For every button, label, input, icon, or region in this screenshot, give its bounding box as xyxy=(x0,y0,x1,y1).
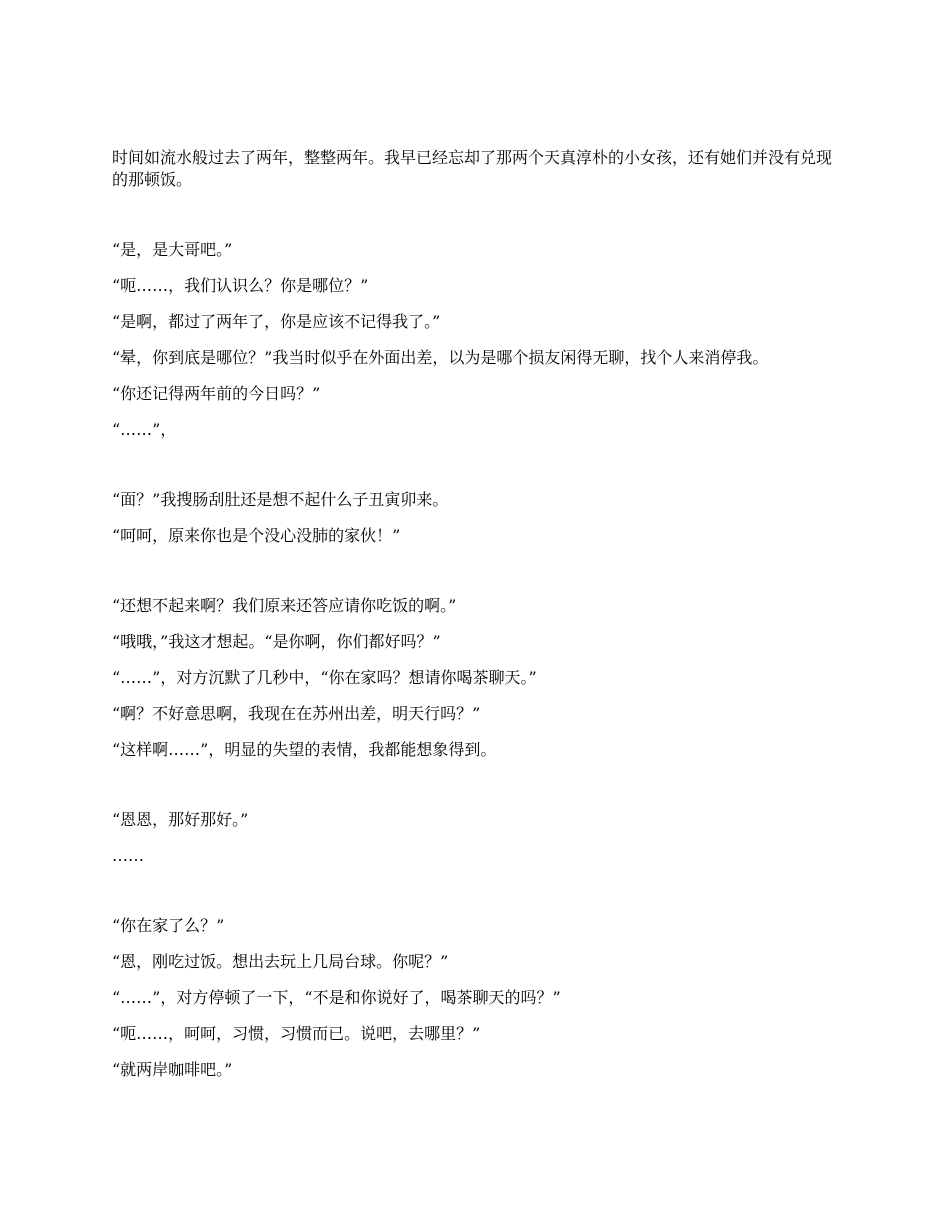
dialogue-line: “恩，刚吃过饭。想出去玩上几局台球。你呢？” xyxy=(112,952,449,971)
dialogue-line: “哦哦，”我这才想起。“是你啊，你们都好吗？” xyxy=(112,632,441,651)
paragraph-intro: 时间如流水般过去了两年，整整两年。我早已经忘却了那两个天真淳朴的小女孩，还有她们并没有兑现的那顿饭。 xyxy=(112,148,833,189)
dialogue-line: “呃……，我们认识么？你是哪位？” xyxy=(112,276,369,295)
ellipsis-line: …… xyxy=(112,846,144,865)
dialogue-line: “晕，你到底是哪位？”我当时似乎在外面出差，以为是哪个损友闲得无聊，找个人来消停我。 xyxy=(112,348,769,367)
dialogue-line: “啊？不好意思啊，我现在在苏州出差，明天行吗？” xyxy=(112,704,481,723)
dialogue-line: “你在家了么？” xyxy=(112,916,225,935)
dialogue-line: “还想不起来啊？我们原来还答应请你吃饭的啊。” xyxy=(112,596,457,615)
dialogue-line: “呃……，呵呵，习惯，习惯而已。说吧，去哪里？” xyxy=(112,1024,481,1043)
document-body xyxy=(112,147,840,1081)
dialogue-line: “这样啊……”，明显的失望的表情，我都能想象得到。 xyxy=(112,740,497,759)
dialogue-line: “……”， xyxy=(112,420,177,439)
dialogue-line: “恩恩，那好那好。” xyxy=(112,810,249,829)
dialogue-line: “面？”我搜肠刮肚还是想不起什么子丑寅卯来。 xyxy=(112,490,449,509)
dialogue-line: “你还记得两年前的今日吗？” xyxy=(112,384,321,403)
dialogue-line: “就两岸咖啡吧。” xyxy=(112,1060,233,1079)
dialogue-line: “是啊，都过了两年了，你是应该不记得我了。” xyxy=(112,312,441,331)
dialogue-line: “……”，对方停顿了一下，“不是和你说好了，喝茶聊天的吗？” xyxy=(112,988,561,1007)
dialogue-line: “呵呵，原来你也是个没心没肺的家伙！” xyxy=(112,526,401,545)
dialogue-line: “……”，对方沉默了几秒中，“你在家吗？想请你喝茶聊天。” xyxy=(112,668,537,687)
dialogue-line: “是，是大哥吧。” xyxy=(112,240,233,259)
